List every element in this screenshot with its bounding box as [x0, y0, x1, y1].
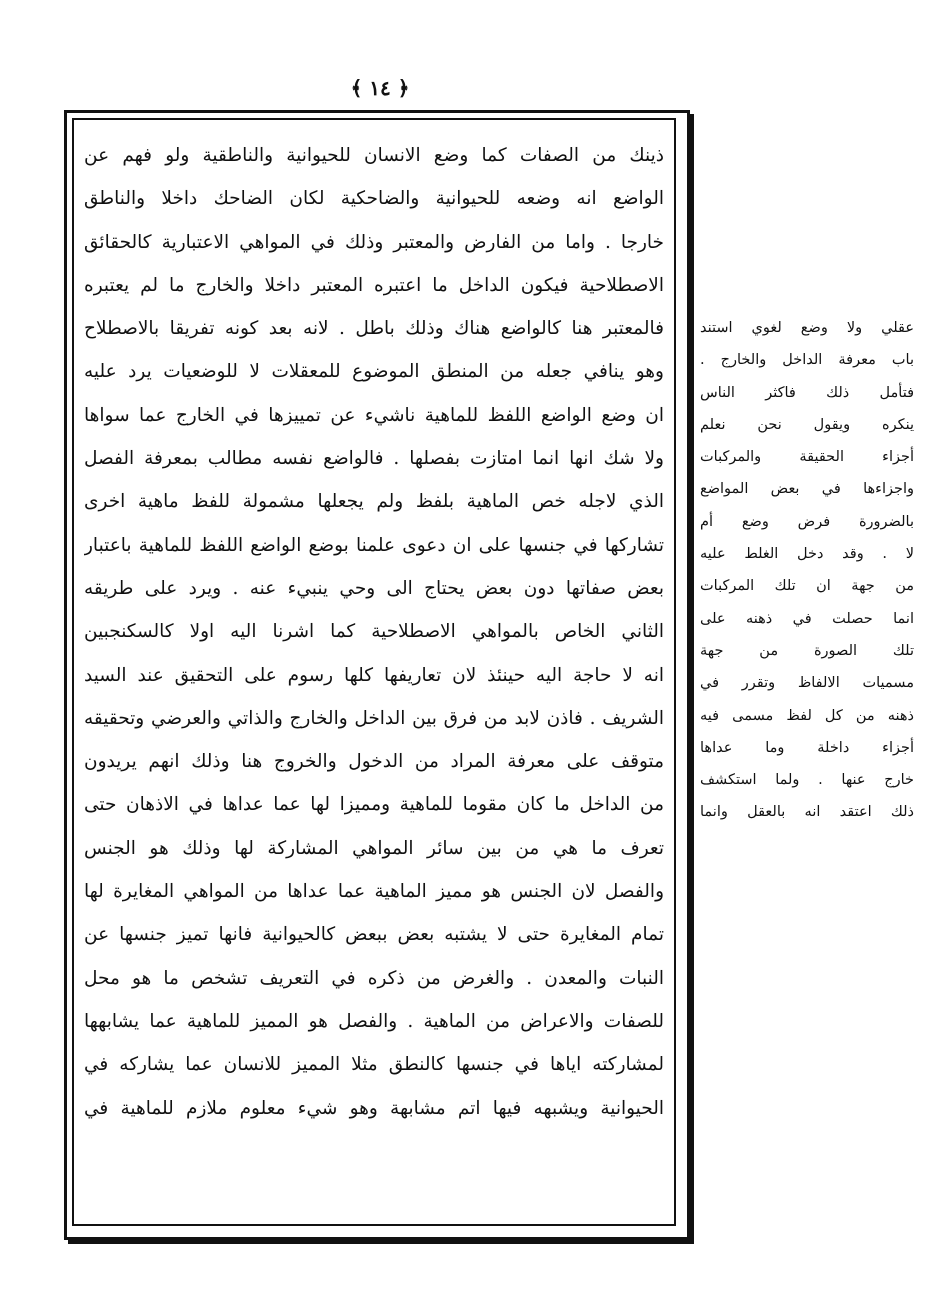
margin-line: بالضرورة فرض وضع أم: [700, 513, 914, 530]
margin-line: أجزاء داخلة وما عداها: [700, 739, 914, 756]
main-line: فالمعتبر هنا كالواضع هناك وذلك باطل . لانه بعد كونه تفريقا بالاصطلاح: [84, 318, 664, 340]
margin-line: باب معرفة الداخل والخارج .: [700, 352, 914, 369]
main-line: تشاركها في جنسها على ان دعوى علمنا بوضع الواضع اللفظ للماهية باعتبار: [84, 534, 664, 556]
margin-line: انما حصلت في ذهنه على: [700, 610, 914, 627]
main-line: الذي لاجله خص الماهية بلفظ ولم يجعلها مشمولة للفظ ماهية اخرى: [84, 491, 664, 513]
margin-line: تلك الصورة من جهة: [700, 642, 914, 659]
margin-line: خارج عنها . ولما استكشف: [700, 772, 914, 789]
main-line: النبات والمعدن . والغرض من ذكره في التعريف تشخص ما هو محل: [84, 967, 664, 989]
main-line: تعرف ما هي من بين سائر المواهي المشاركة لها وذلك هو الجنس: [84, 837, 664, 859]
main-line: وهو ينافي جعله من المنطق الموضوع للمعقلات لا للوضعيات يرد عليه: [84, 361, 664, 383]
margin-line: من جهة ان تلك المركبات: [700, 578, 914, 595]
main-line: الشريف . فاذن لابد من فرق بين الداخل والخارج والذاتي والعرضي وتحقيقه: [84, 707, 664, 729]
main-line: الحيوانية ويشبهه فيها اتم مشابهة وهو شيء معلوم ملازم للماهية في: [84, 1097, 664, 1119]
main-line: الاصطلاحية فيكون الداخل ما اعتبره المعتبر داخلا والخارج ما لم يعتبره: [84, 274, 664, 296]
margin-line: ينكره ويقول نحن نعلم: [700, 416, 914, 433]
margin-line: عقلي ولا وضع لغوي استند: [700, 320, 914, 336]
main-line: والفصل لان الجنس هو مميز الماهية عما عداها من المواهي المغايرة لها: [84, 881, 664, 903]
frame-shadow-right: [690, 114, 694, 1244]
main-line: الثاني الخاص بالمواهي الاصطلاحية كما اشرنا اليه اولا كالسكنجبين: [84, 621, 664, 643]
margin-line: ذهنه من كل لفظ مسمى فيه: [700, 707, 914, 724]
main-line: بعض صفاتها دون بعض يحتاج الى وحي ينبيء عنه . ويرد على طريقه: [84, 577, 664, 599]
frame-shadow-bottom: [68, 1240, 694, 1244]
main-line: متوقف على معرفة المراد من الدخول والخروج هنا وذلك انهم يريدون: [84, 751, 664, 773]
main-line: الواضع انه وضعه للحيوانية والضاحكية لكان الضاحك داخلا والناطق: [84, 188, 664, 210]
main-line: ولا شك انها انما امتازت بفصلها . فالواضع نفسه مطالب بمعرفة الفصل: [84, 448, 664, 470]
margin-line: فتأمل ذلك فاكثر الناس: [700, 384, 914, 401]
margin-line: أجزاء الحقيقة والمركبات: [700, 449, 914, 466]
margin-line: لا . وقد دخل الغلط عليه: [700, 546, 914, 563]
main-line: للصفات والاعراض من الماهية . والفصل هو المميز للماهية عما يشابهها: [84, 1010, 664, 1032]
main-line: خارجا . واما من الفارض والمعتبر وذلك في المواهي الاعتبارية كالحقائق: [84, 231, 664, 253]
main-line: تمام المغايرة حتى لا يشتبه بعض ببعض كالحيوانية فانها تميز جنسها عن: [84, 924, 664, 946]
main-line: لمشاركته اياها في جنسها كالنطق مثلا المميز للانسان عما يشاركه في: [84, 1054, 664, 1076]
main-line: ذينك من الصفات كما وضع الانسان للحيوانية والناطقية ولو فهم عن: [84, 145, 664, 166]
main-line: من الداخل ما كان مقوما للماهية ومميزا لها عما عداها في الاذهان حتى: [84, 794, 664, 816]
margin-line: مسميات الالفاظ وتقرر في: [700, 675, 914, 692]
main-text: [84, 134, 664, 1224]
margin-line: ذلك اعتقد انه بالعقل وانما: [700, 804, 914, 821]
margin-line: واجزاءها في بعض المواضع: [700, 481, 914, 498]
main-line: ان وضع الواضع اللفظ للماهية ناشيء عن تمييزها في الخارج عما سواها: [84, 404, 664, 426]
margin-note: [700, 312, 914, 829]
main-line: انه لا حاجة اليه حينئذ لان تعاريفها كلها رسوم على التحقيق عند السيد: [84, 664, 664, 686]
page-number: ﴿ ١٤ ﴾: [350, 76, 410, 100]
